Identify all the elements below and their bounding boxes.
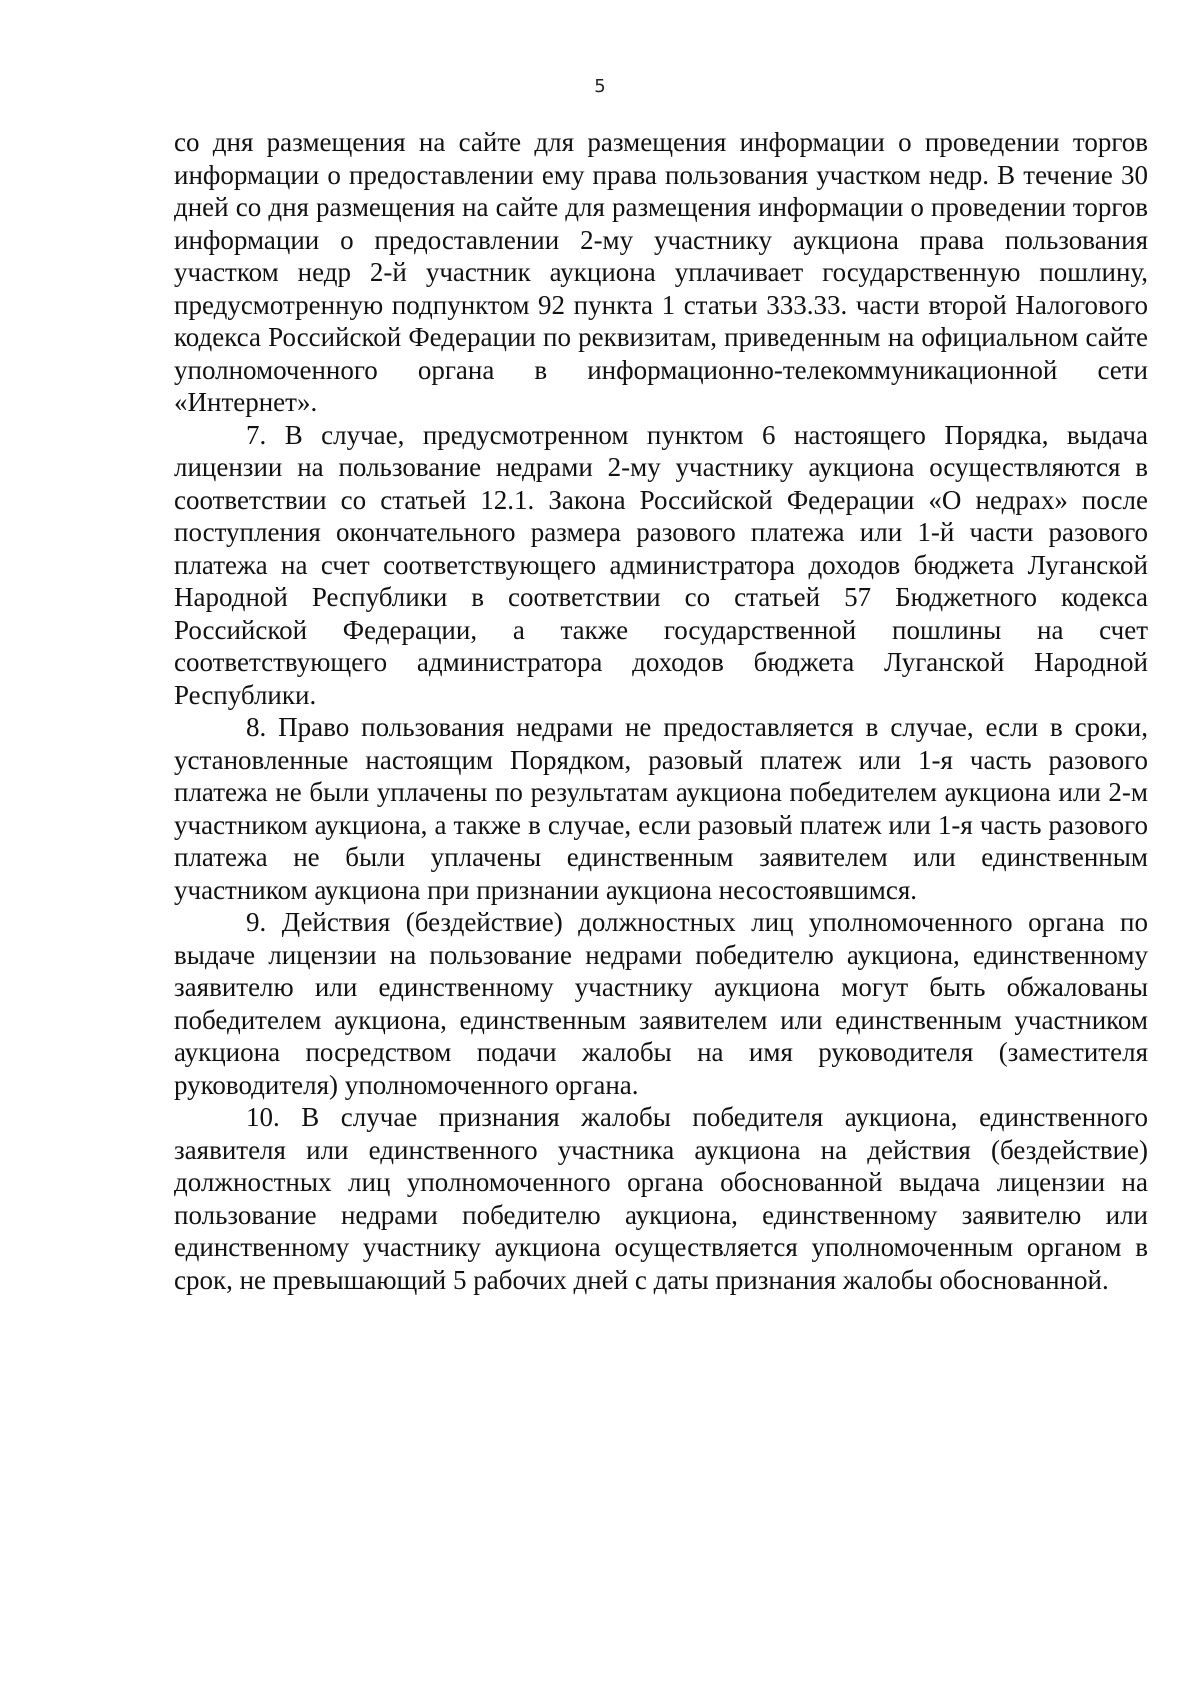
- paragraph-item-8: 8. Право пользования недрами не предоставляется в случае, если в сроки, установленные настоящим Порядком, разовый платеж или 1-я часть разового платежа не были уплачены по результатам аукциона победителем аукциона или 2-м участником аукциона, а также в случае, если разовый платеж или 1-я часть разового платежа не были уплачены единственным заявителем или единственным участником аукциона при признании аукциона несостоявшимся.: [174, 712, 1148, 905]
- paragraph-item-7: 7. В случае, предусмотренном пунктом 6 настоящего Порядка, выдача лицензии на пользование недрами 2-му участнику аукциона осуществляются в соответствии со статьей 12.1. Закона Российской Федерации «О недрах» после поступления окончательного размера разового платежа или 1-й части разового платежа на счет соответствующего администратора доходов бюджета Луганской Народной Республики в соответствии со статьей 57 Бюджетного кодекса Российской Федерации, а также государственной пошлины на счет соответствующего администратора доходов бюджета Луганской Народной Республики.: [174, 419, 1148, 710]
- document-body: [174, 126, 1148, 1296]
- paragraph-item-10: 10. В случае признания жалобы победителя аукциона, единственного заявителя или единственного участника аукциона на действия (бездействие) должностных лиц уполномоченного органа обоснованной выдача лицензии на пользование недрами победителю аукциона, единственному заявителю или единственному участнику аукциона осуществляется уполномоченным органом в срок, не превышающий 5 рабочих дней с даты признания жалобы обоснованной.: [174, 1102, 1148, 1295]
- paragraph-continuation: со дня размещения на сайте для размещения информации о проведении торгов информации о предоставлении ему права пользования участком недр. В течение 30 дней со дня размещения на сайте для размещения информации о проведении торгов информации о предоставлении 2-му участнику аукциона права пользования участком недр 2-й участник аукциона уплачивает государственную пошлину, предусмотренную подпунктом 92 пункта 1 статьи 333.33. части второй Налогового кодекса Российской Федерации по реквизитам, приведенным на официальном сайте уполномоченного органа в информационно-телекоммуникационной сети «Интернет».: [174, 127, 1148, 417]
- paragraph-item-9: 9. Действия (бездействие) должностных лиц уполномоченного органа по выдаче лицензии на пользование недрами победителю аукциона, единственному заявителю или единственному участнику аукциона могут быть обжалованы победителем аукциона, единственным заявителем или единственным участником аукциона посредством подачи жалобы на имя руководителя (заместителя руководителя) уполномоченного органа.: [174, 907, 1148, 1100]
- page-number: 5: [594, 76, 606, 97]
